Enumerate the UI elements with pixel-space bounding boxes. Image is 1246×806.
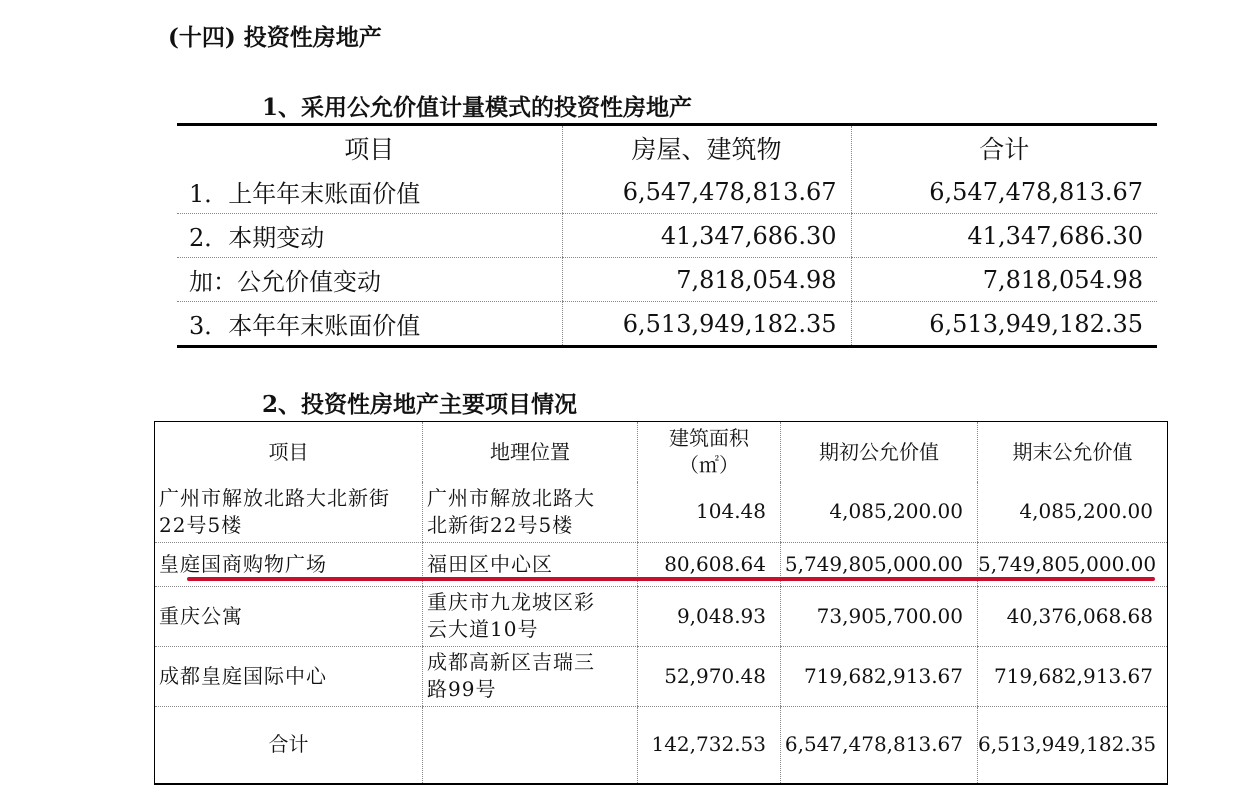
table-header-row: [155, 422, 1168, 483]
total-opening-value-cell: 6,547,478,813.67: [781, 706, 978, 784]
project-cell: 重庆公寓: [155, 586, 423, 646]
total-closing-value-cell: 6,513,949,182.35: [978, 706, 1168, 784]
row-label: 加：公允价值变动: [177, 258, 562, 302]
total-area-cell: 142,732.53: [638, 706, 781, 784]
value-cell: 41,347,686.30: [851, 214, 1157, 258]
header-cell: 合计: [851, 125, 1157, 171]
area-cell: 9,048.93: [638, 586, 781, 646]
location-cell: 福田区中心区: [423, 542, 638, 586]
value-cell: 41,347,686.30: [562, 214, 851, 258]
subsection-title-2: 2、投资性房地产主要项目情况: [262, 391, 578, 418]
project-cell: 皇庭国商购物广场: [155, 542, 423, 586]
closing-value-cell: 4,085,200.00: [978, 482, 1168, 542]
value-cell: 6,513,949,182.35: [851, 302, 1157, 347]
highlight-underline: [187, 577, 1155, 581]
row-label: 1．上年年末账面价值: [177, 170, 562, 214]
header-cell: 项目: [344, 135, 395, 164]
row-label: 2．本期变动: [177, 214, 562, 258]
table-row: [177, 214, 1157, 258]
table-header-row: [177, 125, 1157, 171]
row-label: 3．本年年末账面价值: [189, 312, 421, 340]
table-row: [177, 302, 1157, 347]
table-row: [155, 482, 1168, 542]
value-cell: 7,818,054.98: [562, 258, 851, 302]
closing-value-cell: 719,682,913.67: [978, 646, 1168, 706]
subsection-title-1: 1、采用公允价值计量模式的投资性房地产: [262, 94, 693, 121]
value-cell: 6,513,949,182.35: [562, 302, 851, 347]
area-cell: 80,608.64: [638, 542, 781, 586]
total-label: 合计: [155, 706, 423, 784]
project-cell: 成都皇庭国际中心: [155, 646, 423, 706]
area-cell: 52,970.48: [638, 646, 781, 706]
area-cell: 104.48: [638, 482, 781, 542]
header-cell: 地理位置: [423, 422, 638, 483]
opening-value-cell: 719,682,913.67: [781, 646, 978, 706]
table-row: [155, 586, 1168, 646]
section-title: (十四) 投资性房地产: [168, 24, 382, 51]
closing-value-cell: 40,376,068.68: [978, 586, 1168, 646]
fair-value-table: [177, 123, 1157, 348]
opening-value-cell: 73,905,700.00: [781, 586, 978, 646]
value-cell: 6,547,478,813.67: [851, 170, 1157, 214]
location-cell: 成都高新区吉瑞三 路99号: [423, 646, 638, 706]
header-cell: 项目: [155, 422, 423, 483]
header-cell: 房屋、建筑物: [562, 125, 851, 171]
project-cell: 广州市解放北路大北新街 22号5楼: [155, 482, 423, 542]
value-cell: 7,818,054.98: [851, 258, 1157, 302]
empty-cell: [423, 706, 638, 784]
opening-value-cell: 4,085,200.00: [781, 482, 978, 542]
header-cell: 建筑面积 （㎡）: [638, 422, 781, 483]
table-row: [177, 258, 1157, 302]
total-row: [155, 706, 1168, 784]
location-cell: 重庆市九龙坡区彩 云大道10号: [423, 586, 638, 646]
header-cell: 期初公允价值: [781, 422, 978, 483]
closing-value-cell: 5,749,805,000.00: [978, 542, 1168, 586]
major-projects-table: [154, 421, 1168, 785]
table-row: [177, 170, 1157, 214]
header-cell: 期末公允价值: [978, 422, 1168, 483]
opening-value-cell: 5,749,805,000.00: [781, 542, 978, 586]
value-cell: 6,547,478,813.67: [562, 170, 851, 214]
table-row: [155, 646, 1168, 706]
location-cell: 广州市解放北路大 北新街22号5楼: [423, 482, 638, 542]
